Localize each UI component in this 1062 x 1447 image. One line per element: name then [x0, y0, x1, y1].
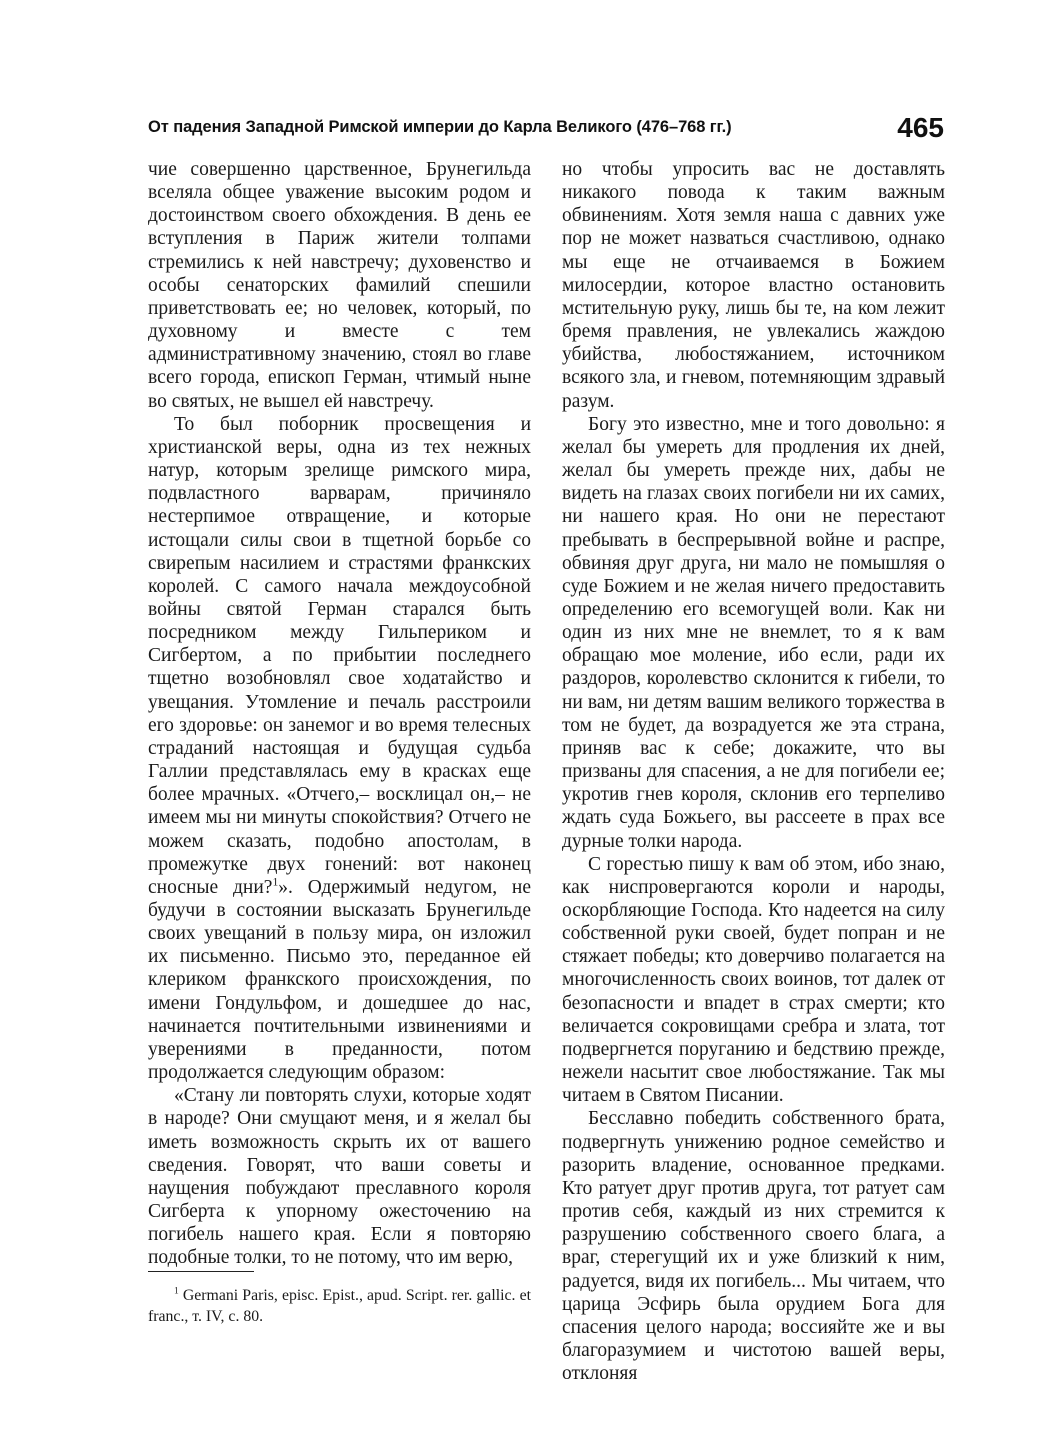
- footnote-divider: [148, 1271, 254, 1272]
- footnote-reference[interactable]: 1: [272, 875, 279, 889]
- footnote-text: Germani Paris, episc. Epist., apud. Script. rer. gallic. et franc., т. IV, с. 80.: [148, 1287, 531, 1325]
- paragraph: но чтобы упросить вас не доставлять никакого повода к таким важным обвинениям. Хотя земля наша с давних уже пор не может назваться счастливою, однако мы еще не отчаиваемся в Божием милосердии, которое властно остановить мстительную руку, лишь бы те, на ком лежит бремя правления, не увлекались жаждою убийства, любостяжанием, источником всякого зла, и гневом, потемняющим здравый разум.: [562, 159, 945, 412]
- page-number: 465: [897, 112, 944, 143]
- paragraph: «Стану ли повторять слухи, которые ходят в народе? Они смущают меня, и я желал бы иметь возможность скрыть их от вашего сведения. Говорят, что ваши советы и наущения побуждают преславного короля Сигберта к упорному ожесточению на погибель нашего края. Если я повторяю подобные толки, то не потому, что им верю,: [148, 1085, 531, 1269]
- left-column: [148, 158, 531, 1270]
- running-header: [148, 112, 944, 144]
- paragraph: чие совершенно царственное, Брунегильда вселяла общее уважение высоким родом и достоинством своего обхождения. В день ее вступления в Париж жители толпами стремились к ней навстречу; духовенство и особы сенаторских фамилий спешили приветствовать ее; но человек, который, по духовному и вместе с тем административному значению, стоял во главе всего города, епископ Герман, чтимый ныне во святых, не вышел ей навстречу.: [148, 159, 531, 412]
- right-column: [562, 158, 945, 1385]
- paragraph: Богу это известно, мне и того довольно: я желал бы умереть для продления их дней, желал бы умереть прежде них, дабы не видеть на глазах своих погибели ни их самих, ни нашего края. Но они не перестают пребывать в беспрерывной войне и распре, обвиняя друг друга, ни мало не помышляя о суде Божием и не желая ничего предоставить определению его всемогущей воли. Как ни один из них мне не внемлет, то я к вам обращаю мое моление, ибо если, ради их раздоров, королевство склонится к гибели, то ни вам, ни детям вашим великого торжества в том не будет, да возрадуется же эта страна, приняв вас к себе; докажите, что вы призваны для спасения, а не для погибели ее; укротив гнев короля, склонив его терпеливо ждать суда Божьего, вы рассеете в прах все дурные толки народа.: [562, 413, 945, 852]
- footnote-mark: 1: [174, 1286, 179, 1297]
- footnote: [148, 1285, 531, 1327]
- running-title: От падения Западной Римской империи до Карла Великого (476–768 гг.): [148, 118, 732, 136]
- paragraph: Бесславно победить собственного брата, подвергнуть унижению родное семейство и разорить владение, основанное предками. Кто ратует друг против друга, тот ратует сам против себя, каждый из них стремится к разрушению собственного своего блага, а враг, стерегущий их и уже близкий к ним, радуется, видя их погибель... Мы читаем, что царица Эсфирь была орудием Бога для спасения целого народа; воссияйте же и вы благоразумием и чистотою вашей веры, отклоняя: [562, 1108, 945, 1385]
- paragraph-with-footnote-ref: [148, 413, 531, 1085]
- paragraph: С горестью пишу к вам об этом, ибо знаю, как ниспровергаются короли и народы, оскорбляющие Господа. Кто надеется на силу собственной руки своей, будет попран и не стяжает победы; кто доверчиво полагается на многочисленность своих воинов, тот далек от безопасности и впадет в страх смерти; кто величается сокровищами сребра и злата, тот подвергнется поруганию и бедствию прежде, нежели насытит свое любостяжание. Так мы читаем в Святом Писании.: [562, 853, 945, 1107]
- paragraph-text: То был поборник просвещения и христианской веры, одна из тех нежных натур, которым зрелище римского мира, подвластного варварам, причиняло нестерпимое отвращение, и которые истощали силы свои в тщетной борьбе со свирепым насилием и страстями франкских королей. С самого начала междоусобной войны святой Герман старался быть посредником между Гильпериком и Сигбертом, а по прибытии последнего тщетно возобновлял свое ходатайство и увещания. Утомление и печаль расстроили его здоровье: он занемог и во время телесных страданий настоящая и будущая судьба Галлии представлялась ему в красках еще более мрачных. «Отчего,– восклицал он,– не имеем мы ни минуты спокойствия? Отчего не можем сказать, подобно апостолам, в промежутке двух гонений: вот наконец сносные дни?: [148, 413, 531, 898]
- paragraph-text: ». Одержимый недугом, не будучи в состоянии высказать Брунегильде своих увещаний в пользу мира, он изложил их письменно. Письмо это, переданное ей клериком франкского происхождения, по имени Гондульфом, и дошедшее до нас, начинается почтительными извинениями и уверениями в преданности, потом продолжается следующим образом:: [148, 876, 531, 1084]
